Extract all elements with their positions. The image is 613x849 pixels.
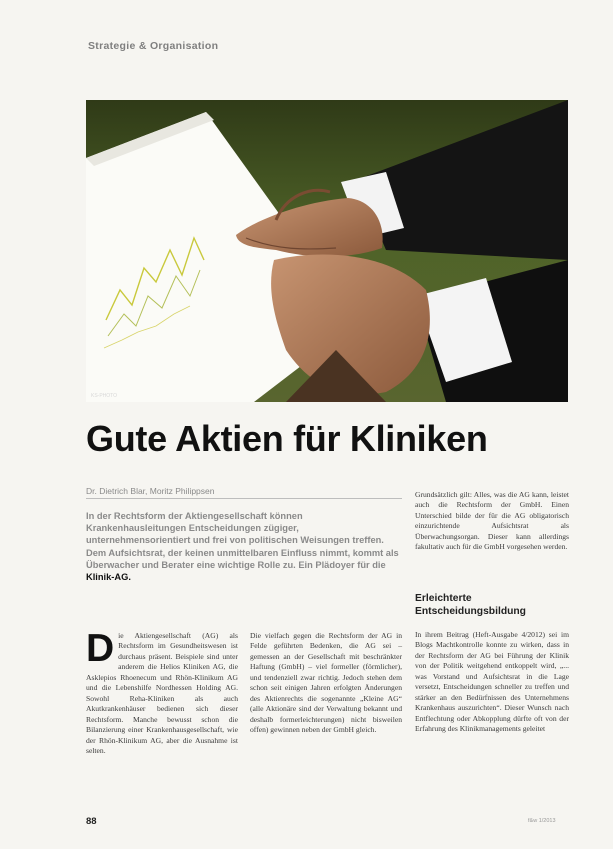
body-text-col2: Die vielfach gegen die Rechtsform der AG in Felde geführten Bedenken, die AG sei – gemessen an der Gesellschaft mit beschränkter Haftung (GmbH) – viel formeller (förmlicher), und tendenziell zwar richtig. Jedoch stehen dem schon seit einigen Jahren erfolgten Änderungen des Aktienrechts die sogenannte „Kleine AG“ (alle Aktionäre sind der Verwaltung bekannt und deshalb formerleichterungen) nicht bisweilen offen) gewinnen neben der GmbH gleich. — [250, 631, 402, 735]
article-title: Gute Aktien für Kliniken — [86, 418, 488, 459]
drop-cap: D — [86, 627, 115, 670]
body-column-3-top — [415, 490, 569, 553]
article-photo — [86, 100, 568, 402]
lead-highlight: Klinik-AG. — [86, 572, 131, 583]
section-label: Strategie & Organisation — [88, 40, 219, 52]
page-number: 88 — [86, 816, 97, 827]
body-column-2 — [250, 631, 402, 736]
photo-credit: KS-PHOTO — [91, 393, 118, 399]
article-authors: Dr. Dietrich Blar, Moritz Philippsen — [86, 486, 215, 496]
divider-rule — [86, 498, 402, 499]
body-column-1 — [86, 627, 238, 756]
article-lead — [86, 510, 404, 583]
section-subheading: Erleichterte Entscheidungsbildung — [415, 593, 526, 617]
body-text-col3-bottom: In ihrem Beitrag (Heft-Ausgabe 4/2012) sei im Blogs Machtkontrolle konnte zu wirken, dass in der Rechtsform der AG bei Führung der Klinik von der Politik weitgehend entkoppelt wird, „... was Vorstand und Aufsichtsrat in die Lage versetzt, Entscheidungen schneller zu treffen und stärker an den Bedürfnissen des Unternehmens Krankenhaus auszurichten“. Dieser Wunsch nach Entflechtung oder Abkopplung dürfte oft von der Erfahrung des Klinikmanagements geleitet — [415, 630, 569, 734]
magazine-issue: f&w 1/2013 — [528, 818, 556, 824]
body-text-col3-top: Grundsätzlich gilt: Alles, was die AG kann, leistet auch die Rechtsform der GmbH. Einen Unterschied bilde der für die AG obligatorisch einzurichtende Aufsichtsrat als Überwachungsorgan. Dieser kann allerdings fakultativ auch für die GmbH vorgesehen werden. — [415, 490, 569, 552]
body-column-3-bottom — [415, 630, 569, 735]
lead-text: In der Rechtsform der Aktiengesellschaft können Krankenhausleitungen Entscheidungen zügiger, unternehmensorientiert und frei von politischen Weisungen treffen. Dem Aufsichtsrat, der keinen unmittelbaren Einfluss nimmt, kommt als Überwacher und Berater eine wichtige Rolle zu. Ein Plädoyer für die — [86, 511, 399, 570]
photo-illustration — [86, 100, 568, 402]
body-text-col1: ie Aktiengesellschaft (AG) als Rechtsform im Gesundheitswesen ist durchaus präsent. Beispiele sind unter anderem die Helios Kliniken AG, die Asklepios Rhoenecum und Rhön-Klinikum AG und die Lebenshilfe Nordhessen Holding AG. Sowohl Reha-Kliniken als auch Akutkrankenhäuser bedienen sich dieser Rechtsform. Manche bewusst schon die Bilanzierung einer Krankenhausgesellschaft, wie der Rhön-Klinikum AG, aber die Ausnahme ist selten. — [86, 631, 238, 755]
